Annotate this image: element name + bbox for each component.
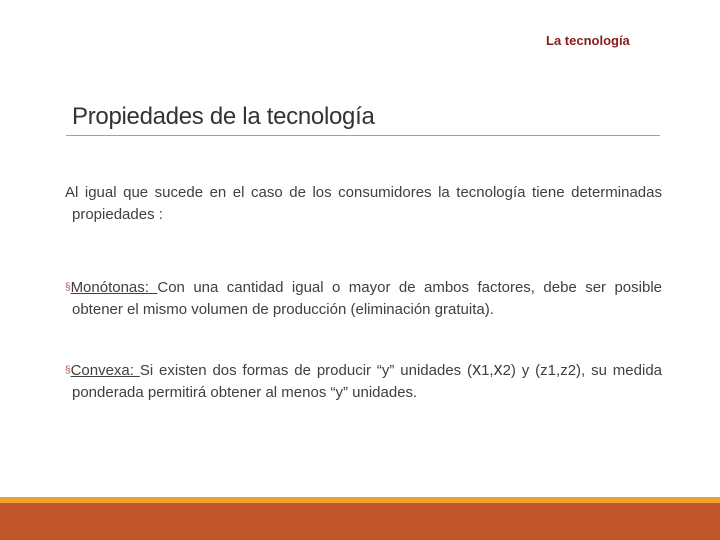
- bullet-text-a: Si existen dos formas de producir “y” unidades (: [139, 362, 473, 379]
- bullet-marker: §: [65, 282, 71, 293]
- section-tag: La tecnología: [546, 33, 630, 48]
- bullet-term: Monótonas:: [70, 279, 158, 296]
- bullet-text-b: 2) y (z1,z2), su medida ponderada permitirá obtener al menos “y” unidades.: [72, 362, 663, 401]
- bullet-marker: §: [65, 365, 71, 376]
- bullet-text: Con una cantidad igual o mayor de ambos factores, debe ser posible obtener el mismo volumen de producción (eliminación gratuita).: [72, 279, 662, 318]
- bullet-monotonas: [65, 277, 662, 321]
- bullet-term: Convexa:: [70, 362, 140, 379]
- var-x1: x: [472, 359, 482, 379]
- footer-bar: [0, 503, 720, 540]
- intro-paragraph: Al igual que sucede en el caso de los consumidores la tecnología tiene determinadas propiedades :: [65, 184, 662, 223]
- var-x1-sub: 1,: [481, 362, 494, 379]
- title-underline: [66, 135, 660, 136]
- slide-title: Propiedades de la tecnología: [72, 103, 375, 130]
- bullet-convexa: [65, 358, 662, 404]
- var-x2: x: [493, 359, 503, 379]
